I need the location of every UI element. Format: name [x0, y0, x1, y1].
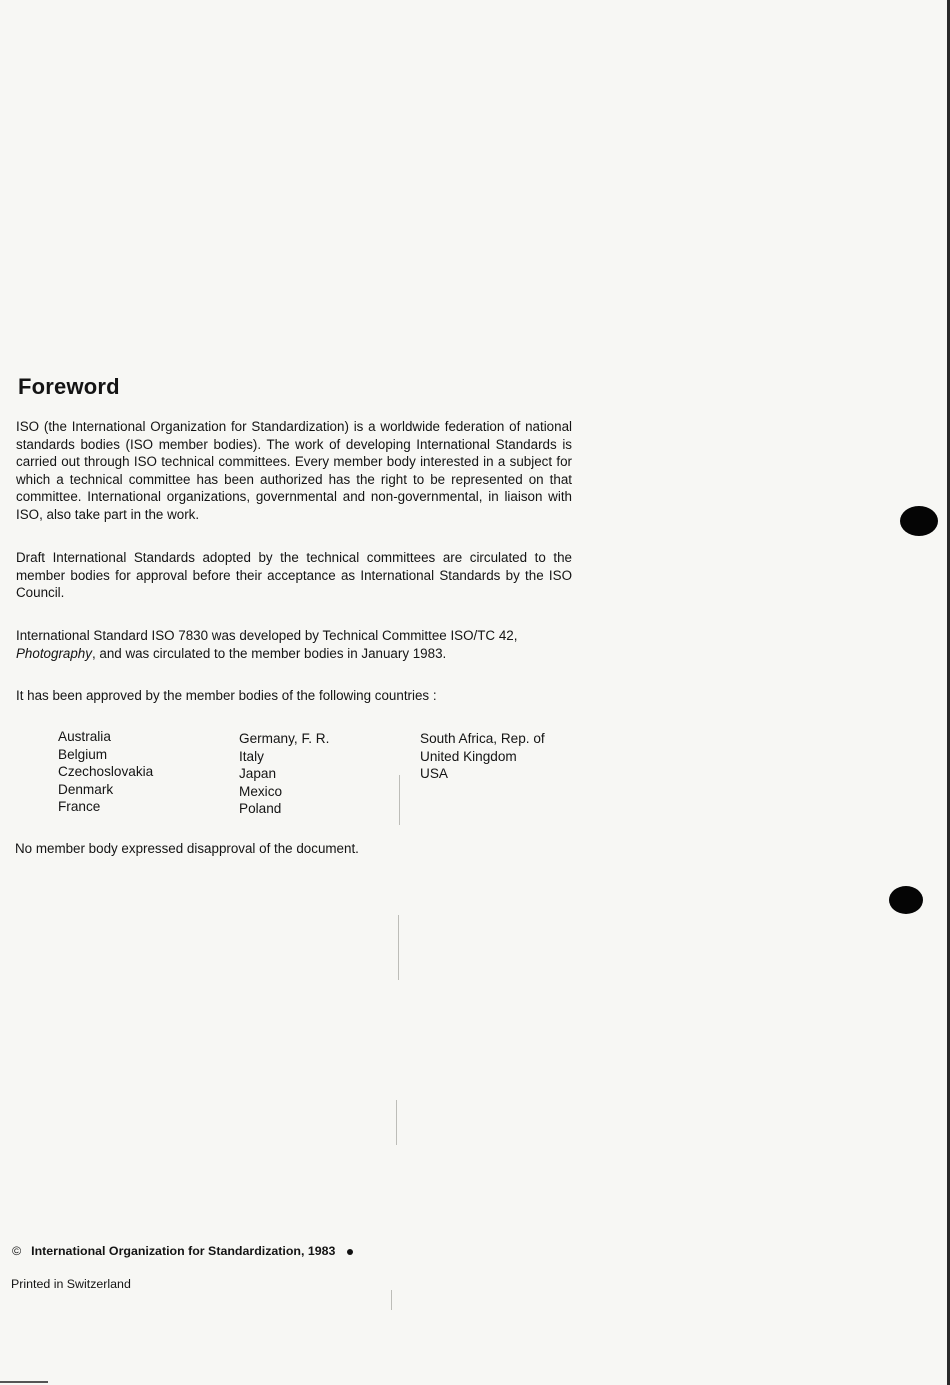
country-item: Belgium — [58, 746, 108, 762]
country-list — [0, 728, 600, 828]
punch-hole-icon — [900, 506, 938, 536]
copyright-line — [12, 1244, 353, 1258]
country-item: USA — [420, 766, 448, 781]
paragraph-draft-standards: Draft International Standards adopted by the technical committees are circulated to the member bodies for approval before their acceptance as International Standards by the ISO Council. — [16, 550, 572, 601]
printed-in: Printed in Switzerland — [11, 1277, 131, 1291]
paragraph-development — [16, 627, 572, 662]
scan-artifact-line — [399, 775, 400, 825]
country-item: Japan — [239, 766, 277, 781]
country-item: South Africa, Rep. of — [420, 731, 545, 746]
paragraph-approval: It has been approved by the member bodies of the following countries : — [16, 688, 437, 703]
development-text-start: International Standard ISO 7830 was developed by Technical Committee ISO/TC 42, — [16, 628, 518, 643]
punch-hole-icon — [889, 886, 923, 914]
country-item: United Kingdom — [420, 748, 517, 764]
country-column-1 — [58, 728, 153, 816]
development-text-end: , and was circulated to the member bodies in January 1983. — [91, 645, 447, 661]
page-title: Foreword — [18, 374, 120, 399]
country-item: Mexico — [239, 783, 283, 799]
country-item: Poland — [239, 801, 282, 816]
scan-bottom-mark — [0, 1381, 48, 1383]
copyright-icon: © — [12, 1244, 22, 1258]
country-column-3 — [420, 730, 545, 783]
country-item: Germany, F. R. — [239, 731, 330, 746]
scan-artifact-line — [391, 1290, 392, 1310]
committee-title: Photography — [16, 645, 92, 661]
paragraph-iso-intro: ISO (the International Organization for Standardization) is a worldwide federation of national standards bodies (ISO member bodies). The work of developing International Standards is carried out through ISO technical committees. Every member body interested in a subject for which a technical committee has been authorized has the right to be represented on that committee. International organizations, governmental and non-governmental, in liaison with ISO, also take part in the work. — [16, 419, 572, 522]
country-item: France — [58, 799, 101, 814]
scan-artifact-line — [398, 915, 399, 980]
country-item: Italy — [239, 748, 264, 764]
copyright-text: International Organization for Standardization, 1983 — [31, 1244, 336, 1258]
country-item: Denmark — [58, 781, 114, 797]
bullet-dot-icon — [347, 1249, 353, 1255]
country-item: Australia — [58, 729, 111, 744]
scan-artifact-line — [396, 1100, 397, 1145]
paragraph-closing: No member body expressed disapproval of the document. — [15, 841, 359, 856]
country-column-2 — [239, 730, 329, 818]
country-item: Czechoslovakia — [58, 764, 154, 779]
